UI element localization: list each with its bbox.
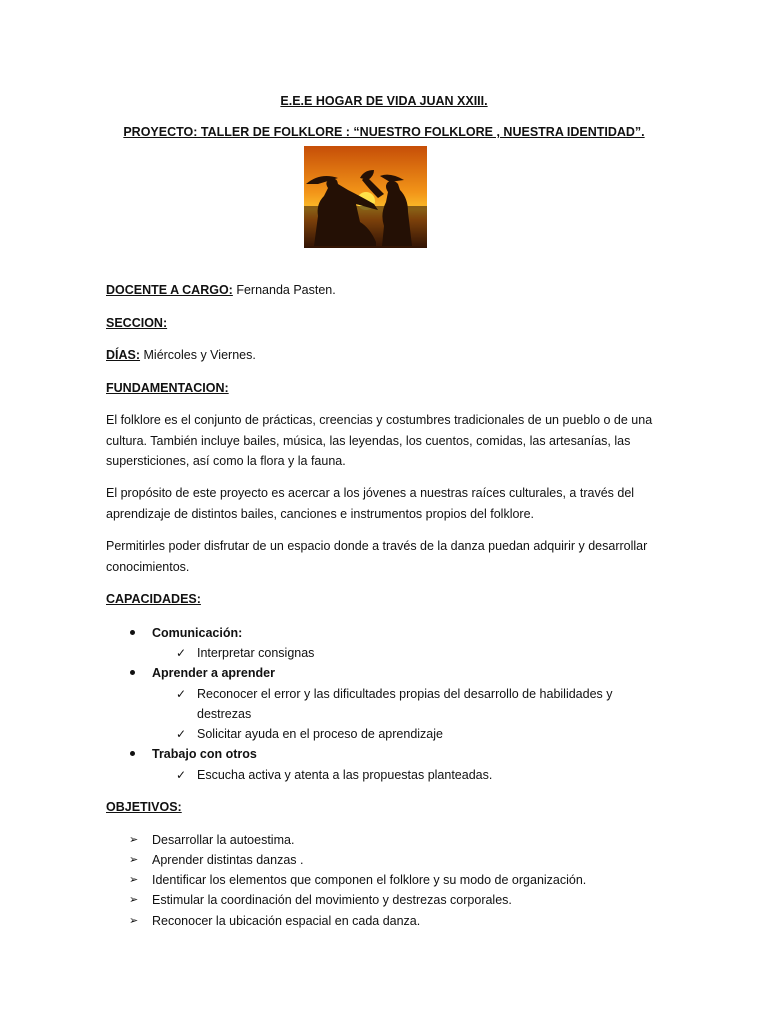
school-title: E.E.E HOGAR DE VIDA JUAN XXIII. (280, 94, 488, 108)
capacidades-heading-text: CAPACIDADES: (106, 592, 201, 606)
fundamentacion-heading (106, 378, 666, 398)
objetivo-item (129, 850, 303, 870)
capacidad-item (176, 643, 646, 663)
capacidad-item (176, 724, 646, 744)
checkmark-icon: ✓ (176, 768, 187, 782)
bullet-icon (130, 630, 135, 635)
dias-value: Miércoles y Viernes. (140, 348, 256, 362)
seccion-line (106, 313, 666, 333)
checkmark-icon: ✓ (176, 646, 187, 660)
objetivo-item (129, 870, 586, 890)
objetivo-text: Estimular la coordinación del movimiento y destrezas corporales. (152, 893, 512, 907)
fundamentacion-heading-text: FUNDAMENTACION: (106, 381, 229, 395)
capacidad-group-label: Trabajo con otros (152, 747, 257, 761)
capacidad-group-label: Aprender a aprender (152, 666, 275, 680)
arrow-bullet-icon: ➢ (129, 834, 139, 846)
checkmark-icon: ✓ (176, 687, 187, 701)
seccion-label: SECCION: (106, 316, 168, 330)
capacidad-item-text: Interpretar consignas (197, 646, 315, 660)
dias-label: DÍAS: (106, 348, 141, 362)
capacidad-item-text: Solicitar ayuda en el proceso de aprendizaje (197, 727, 443, 741)
fundamentacion-paragraph-2: El propósito de este proyecto es acercar a los jóvenes a nuestras raíces culturales, a través del aprendizaje de distintos bailes, canciones e instrumentos propios del folklore. (106, 486, 635, 521)
arrow-bullet-icon: ➢ (129, 894, 139, 906)
objetivo-text: Identificar los elementos que componen el folklore y su modo de organización. (152, 873, 587, 887)
objetivo-text: Aprender distintas danzas . (152, 853, 304, 867)
docente-label: DOCENTE A CARGO: (106, 283, 233, 297)
project-title: PROYECTO: TALLER DE FOLKLORE : “NUESTRO FOLKLORE , NUESTRA IDENTIDAD”. (123, 125, 645, 139)
bullet-icon (130, 670, 135, 675)
fundamentacion-paragraph-1: El folklore es el conjunto de prácticas, creencias y costumbres tradicionales de un pueblo o de una cultura. También incluye bailes, música, las leyendas, los cuentos, comidas, las artesanías, las supersticiones, así como la flora y la fauna. (106, 413, 653, 468)
bullet-icon (130, 751, 135, 756)
objetivo-item (129, 890, 512, 910)
capacidad-item-text: Reconocer el error y las dificultades propias del desarrollo de habilidades y destrezas (197, 687, 613, 721)
dias-line (106, 345, 666, 365)
objetivo-text: Desarrollar la autoestima. (152, 833, 295, 847)
folk-dancers-sunset-image (304, 146, 427, 248)
objetivos-heading (106, 797, 666, 817)
capacidad-item (176, 765, 646, 785)
docente-line (106, 280, 666, 300)
fundamentacion-paragraph-3: Permitirles poder disfrutar de un espacio donde a través de la danza puedan adquirir y desarrollar conocimientos. (106, 539, 648, 574)
capacidad-group-label: Comunicación: (152, 626, 243, 640)
objetivo-item (129, 911, 420, 931)
capacidad-item-text: Escucha activa y atenta a las propuestas planteadas. (197, 768, 493, 782)
arrow-bullet-icon: ➢ (129, 915, 139, 927)
objetivo-item (129, 830, 294, 850)
arrow-bullet-icon: ➢ (129, 854, 139, 866)
capacidad-item (176, 684, 646, 724)
capacidades-heading (106, 589, 666, 609)
objetivo-text: Reconocer la ubicación espacial en cada danza. (152, 914, 421, 928)
checkmark-icon: ✓ (176, 727, 187, 741)
docente-value: Fernanda Pasten. (232, 283, 336, 297)
arrow-bullet-icon: ➢ (129, 874, 139, 886)
objetivos-heading-text: OBJETIVOS: (106, 800, 182, 814)
